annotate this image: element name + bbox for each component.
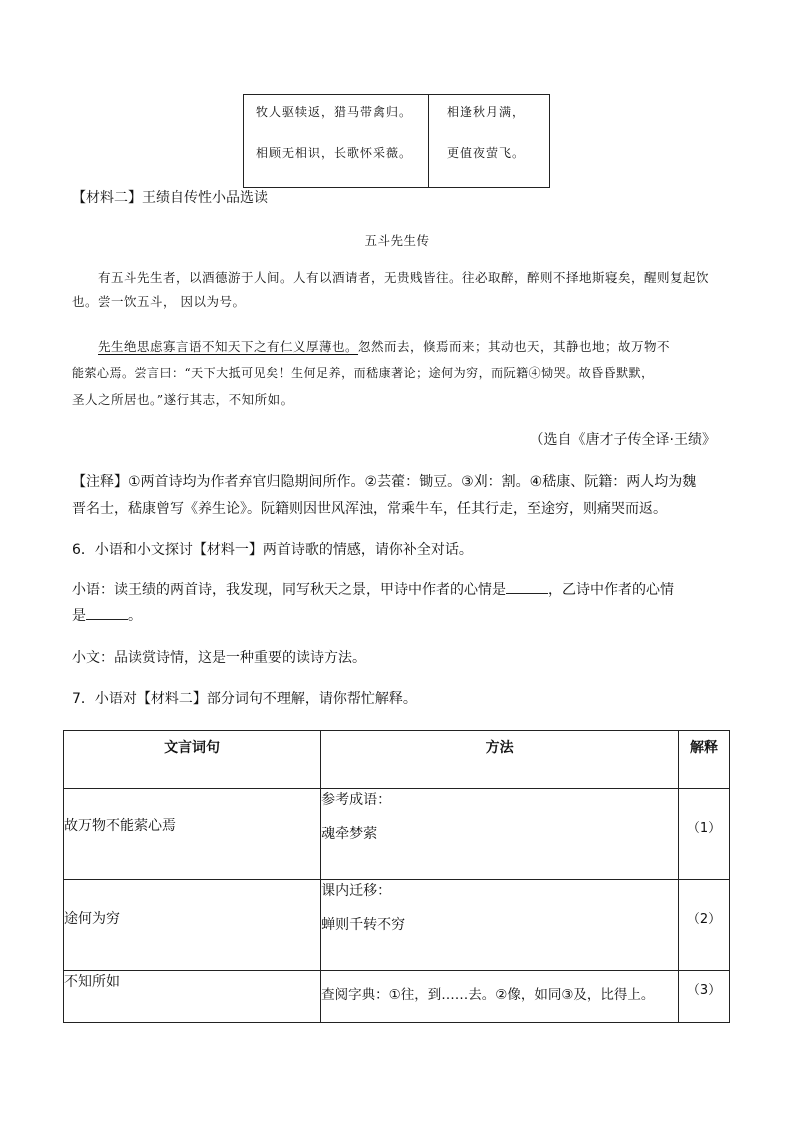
q6-xiaoyu-text-3: 是 bbox=[72, 608, 86, 624]
q7-row1-phrase: 故万物不能萦心焉 bbox=[64, 789, 321, 880]
q7-header-explanation: 解释 bbox=[679, 731, 730, 789]
q7-row2-answer[interactable]: （2） bbox=[679, 880, 730, 971]
q7-row1-answer[interactable]: （1） bbox=[679, 789, 730, 880]
q7-prompt: 7．小语对【材料二】部分词句不理解，请你帮忙解释。 bbox=[72, 691, 417, 707]
q7-row3-phrase: 不知所如 bbox=[64, 971, 321, 1023]
poem-box bbox=[243, 94, 550, 188]
essay-title: 五斗先生传 bbox=[364, 233, 430, 248]
q6-blank-1[interactable] bbox=[506, 579, 548, 594]
q7-row2-method-label: 课内迁移： bbox=[321, 883, 392, 899]
notes-line-2: 晋名士，嵇康曾写《养生论》。阮籍则因世风浑浊，常乘牛车，任其行走，至途穷，则痛哭而返。 bbox=[72, 501, 667, 517]
q6-xiaoyu-line-2 bbox=[72, 603, 142, 629]
poem-left-line-2: 相顾无相识，长歌怀采薇。 bbox=[256, 146, 413, 160]
q7-row1-method-detail: 魂牵梦萦 bbox=[321, 826, 378, 842]
material2-heading: 【材料二】王绩自传性小品选读 bbox=[72, 190, 268, 206]
poem-left-column bbox=[244, 95, 429, 187]
poem-right-line-2: 更值夜萤飞。 bbox=[447, 146, 526, 160]
q7-row3-answer[interactable]: （3） bbox=[679, 971, 730, 1023]
q7-table-header-row bbox=[64, 731, 730, 789]
essay-paragraph-2-line-2: 能萦心焉。尝言曰：“天下大抵可见矣！生何足养，而嵇康著论；途何为穷，而阮籍④恸哭。故昏昏默默， bbox=[72, 366, 654, 380]
poem-left-line-1: 牧人驱犊返，猎马带禽归。 bbox=[256, 105, 413, 119]
essay-source: （选自《唐才子传全译·王绩》 bbox=[529, 432, 716, 448]
q7-table bbox=[63, 730, 730, 1023]
essay-paragraph-1: 有五斗先生者，以酒德游于人间。人有以酒请者，无贵贱皆往。往必取醉，醉则不择地斯寝矣，醒则复起饮也。尝一饮五斗， 因以为号。 bbox=[72, 270, 710, 309]
q7-header-phrase: 文言词句 bbox=[64, 731, 321, 789]
q7-row2-method-detail: 蝉则千转不穷 bbox=[321, 917, 406, 933]
q6-xiaoyu-text-1: 小语：读王绩的两首诗，我发现，同写秋天之景，甲诗中作者的心情是 bbox=[72, 582, 506, 598]
q6-xiaowen: 小文：品读赏诗情，这是一种重要的读诗方法。 bbox=[72, 650, 366, 666]
essay-paragraph-2-line-3: 圣人之所居也。”遂行其志，不知所如。 bbox=[72, 392, 294, 407]
q7-row2-phrase: 途何为穷 bbox=[64, 880, 321, 971]
q7-row2-method bbox=[321, 880, 679, 971]
notes-line-1: 【注释】①两首诗均为作者弃官归隐期间所作。②芸藿：锄豆。③刈：割。④嵇康、阮籍：两人均为魏 bbox=[72, 474, 697, 490]
q7-row1-method bbox=[321, 789, 679, 880]
q6-xiaoyu-end: 。 bbox=[128, 608, 142, 624]
q6-xiaoyu-line-1 bbox=[72, 577, 674, 603]
poem-right-line-1: 相逢秋月满， bbox=[447, 105, 526, 119]
q7-row3-method: 查阅字典：①往，到……去。②像，如同③及，比得上。 bbox=[321, 971, 679, 1023]
q6-prompt: 6．小语和小文探讨【材料一】两首诗歌的情感，请你补全对话。 bbox=[72, 542, 473, 558]
q6-xiaoyu-text-2: ，乙诗中作者的心情 bbox=[548, 582, 674, 598]
table-row bbox=[64, 880, 730, 971]
q6-blank-2[interactable] bbox=[86, 605, 128, 620]
poem-right-column bbox=[429, 95, 549, 187]
underlined-sentence: 先生绝思虑寡言语不知天下之有仁义厚薄也。 bbox=[98, 339, 359, 354]
essay-paragraph-2-rest: 忽然而去，倏焉而来；其动也天，其静也地；故万物不 bbox=[358, 339, 671, 354]
table-row bbox=[64, 789, 730, 880]
q7-row1-method-label: 参考成语： bbox=[321, 792, 392, 808]
table-row bbox=[64, 971, 730, 1023]
q7-header-method: 方法 bbox=[321, 731, 679, 789]
essay-paragraph-2-line-1 bbox=[72, 335, 732, 359]
